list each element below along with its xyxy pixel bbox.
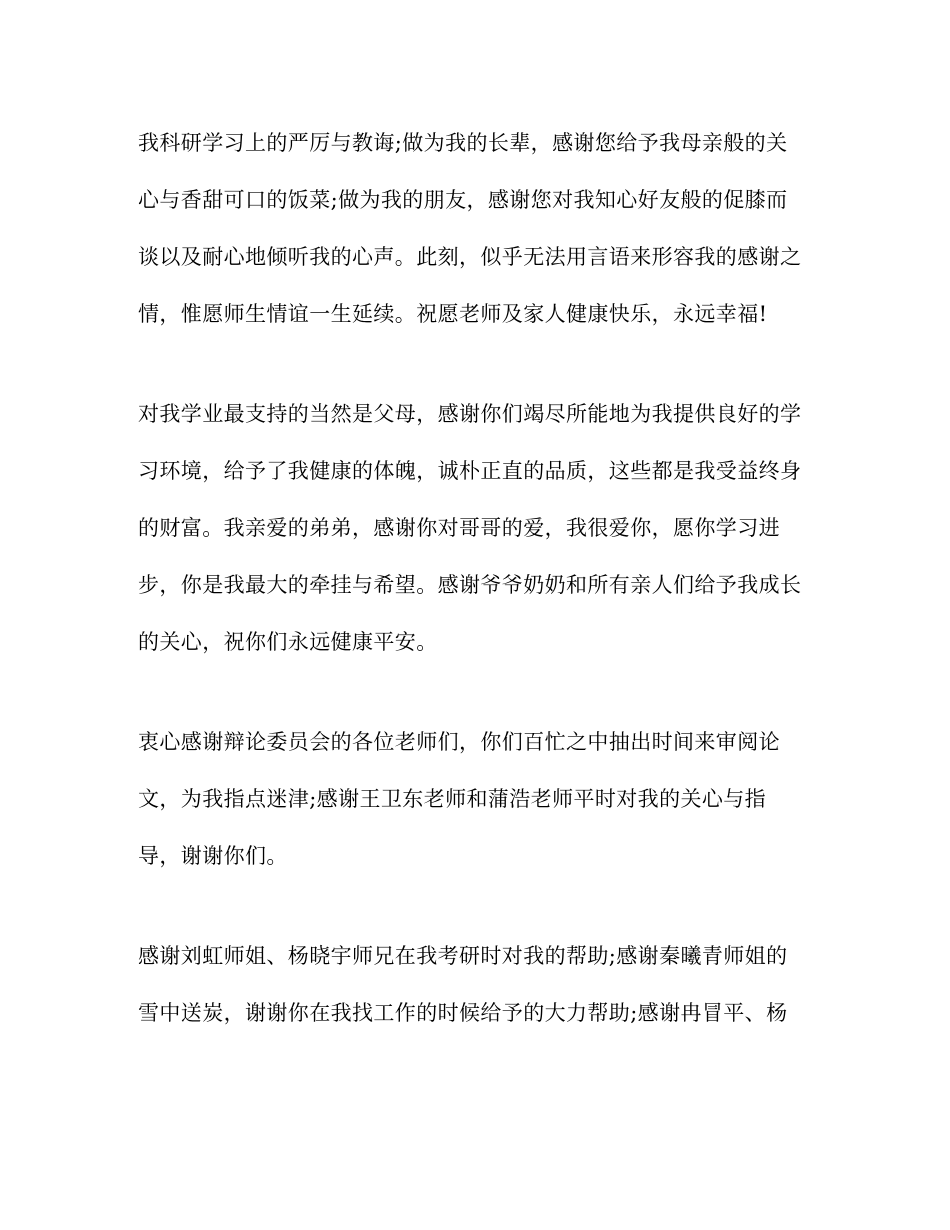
text-line-2: 心与香甜可口的饭菜;做为我的朋友，感谢您对我知心好友般的促膝而 xyxy=(138,188,788,212)
text-line-4: 情，惟愿师生情谊一生延续。祝愿老师及家人健康快乐，永远幸福! xyxy=(138,302,768,326)
text-line-7: 的财富。我亲爱的弟弟，感谢你对哥哥的爱，我很爱你，愿你学习进 xyxy=(138,516,780,540)
text-line-12: 导，谢谢你们。 xyxy=(138,844,288,868)
text-line-9: 的关心，祝你们永远健康平安。 xyxy=(138,630,438,654)
text-line-10: 衷心感谢辩论委员会的各位老师们，你们百忙之中抽出时间来审阅论 xyxy=(138,730,780,754)
text-line-14: 雪中送炭，谢谢你在我找工作的时候给予的大力帮助;感谢冉冒平、杨 xyxy=(138,1001,788,1025)
text-line-1: 我科研学习上的严厉与教诲;做为我的长辈，感谢您给予我母亲般的关 xyxy=(138,131,788,155)
text-line-5: 对我学业最支持的当然是父母，感谢你们竭尽所能地为我提供良好的学 xyxy=(138,402,802,426)
text-line-8: 步，你是我最大的牵挂与希望。感谢爷爷奶奶和所有亲人们给予我成长 xyxy=(138,573,802,597)
text-line-3: 谈以及耐心地倾听我的心声。此刻，似乎无法用言语来形容我的感谢之 xyxy=(138,245,802,269)
text-line-11: 文，为我指点迷津;感谢王卫东老师和蒲浩老师平时对我的关心与指 xyxy=(138,787,767,811)
text-line-6: 习环境，给予了我健康的体魄，诚朴正直的品质，这些都是我受益终身 xyxy=(138,459,802,483)
text-line-13: 感谢刘虹师姐、杨晓宇师兄在我考研时对我的帮助;感谢秦曦青师姐的 xyxy=(138,944,788,968)
